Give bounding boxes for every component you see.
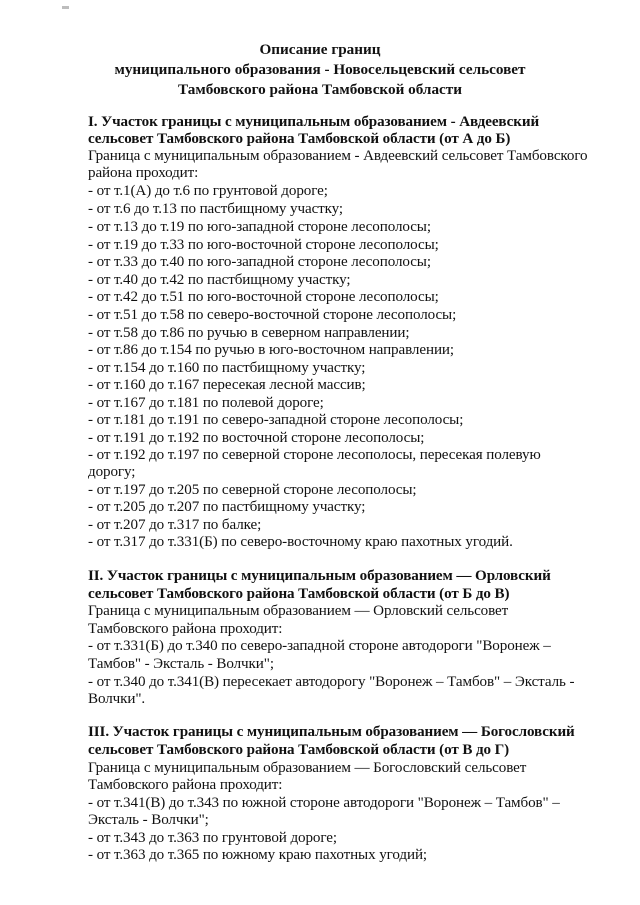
section-1-text-line: - от т.33 до т.40 по юго-западной стороне лесополосы; xyxy=(88,254,431,270)
section-3-heading-line-2: сельсовет Тамбовского района Тамбовской области (от В до Г) xyxy=(88,742,510,758)
section-1-text-line: Граница с муниципальным образованием - Авдеевский сельсовет Тамбовского xyxy=(88,148,588,164)
section-1-heading-line-1: I. Участок границы с муниципальным образованием - Авдеевский xyxy=(88,114,540,130)
scan-artifact xyxy=(62,6,69,9)
section-1-text-line: - от т.181 до т.191 по северо-западной стороне лесополосы; xyxy=(88,412,464,428)
section-1-text-line: - от т.42 до т.51 по юго-восточной стороне лесополосы; xyxy=(88,289,439,305)
section-2-text-line: Волчки". xyxy=(88,691,146,707)
section-1-text-line: - от т.40 до т.42 по пастбищному участку; xyxy=(88,272,351,288)
section-1-text-line: - от т.207 до т.317 по балке; xyxy=(88,517,262,533)
section-1-text-line: - от т.13 до т.19 по юго-западной стороне лесополосы; xyxy=(88,219,431,235)
section-2-heading-line-2: сельсовет Тамбовского района Тамбовской области (от Б до В) xyxy=(88,586,510,602)
document-title-line-3: Тамбовского района Тамбовской области xyxy=(178,81,462,98)
section-1-text-line: - от т.197 до т.205 по северной стороне лесополосы; xyxy=(88,482,417,498)
section-1-text-line: дорогу; xyxy=(88,464,136,480)
document-title-line-1: Описание границ xyxy=(259,41,381,58)
section-2-text-line: Тамбовского района проходит: xyxy=(88,621,283,637)
section-2-heading-line-1: II. Участок границы с муниципальным образованием — Орловский xyxy=(88,568,551,584)
section-2-text-line: - от т.340 до т.341(В) пересекает автодорогу "Воронеж – Тамбов" – Эксталь - xyxy=(88,674,575,690)
section-1-text-line: - от т.58 до т.86 по ручью в северном направлении; xyxy=(88,325,410,341)
section-1-text-line: - от т.317 до т.331(Б) по северо-восточному краю пахотных угодий. xyxy=(88,534,513,550)
section-3-text-line: Эксталь - Волчки"; xyxy=(88,812,209,828)
section-1-text-line: - от т.192 до т.197 по северной стороне лесополосы, пересекая полевую xyxy=(88,447,541,463)
section-1-text-line: - от т.205 до т.207 по пастбищному участку; xyxy=(88,499,366,515)
section-1-text-line: - от т.1(А) до т.6 по грунтовой дороге; xyxy=(88,183,328,199)
section-1-text-line: - от т.19 до т.33 по юго-восточной стороне лесополосы; xyxy=(88,237,439,253)
section-1-text-line: - от т.191 до т.192 по восточной стороне лесополосы; xyxy=(88,430,425,446)
section-1-text-line: - от т.154 до т.160 по пастбищному участку; xyxy=(88,360,366,376)
section-1-text-line: - от т.167 до т.181 по полевой дороге; xyxy=(88,395,324,411)
section-3-text-line: - от т.343 до т.363 по грунтовой дороге; xyxy=(88,830,337,846)
section-2-text-line: Тамбов" - Эксталь - Волчки"; xyxy=(88,656,274,672)
section-2-text-line: Граница с муниципальным образованием — Орловский сельсовет xyxy=(88,603,509,619)
document-title-line-2: муниципального образования - Новосельцевский сельсовет xyxy=(114,61,526,78)
section-3-text-line: Граница с муниципальным образованием — Богословский сельсовет xyxy=(88,760,527,776)
section-3-heading-line-1: III. Участок границы с муниципальным образованием — Богословский xyxy=(88,724,575,740)
section-3-text-line: Тамбовского района проходит: xyxy=(88,777,283,793)
section-1-text-line: района проходит: xyxy=(88,165,199,181)
section-1-text-line: - от т.6 до т.13 по пастбищному участку; xyxy=(88,201,344,217)
section-1-text-line: - от т.160 до т.167 пересекая лесной массив; xyxy=(88,377,366,393)
section-2-text-line: - от т.331(Б) до т.340 по северо-западной стороне автодороги "Воронеж – xyxy=(88,638,551,654)
section-1-text-line: - от т.51 до т.58 по северо-восточной стороне лесополосы; xyxy=(88,307,457,323)
section-3-text-line: - от т.341(В) до т.343 по южной стороне автодороги "Воронеж – Тамбов" – xyxy=(88,795,560,811)
section-1-heading-line-2: сельсовет Тамбовского района Тамбовской области (от А до Б) xyxy=(88,131,511,147)
section-3-text-line: - от т.363 до т.365 по южному краю пахотных угодий; xyxy=(88,847,428,863)
section-1-text-line: - от т.86 до т.154 по ручью в юго-восточном направлении; xyxy=(88,342,454,358)
